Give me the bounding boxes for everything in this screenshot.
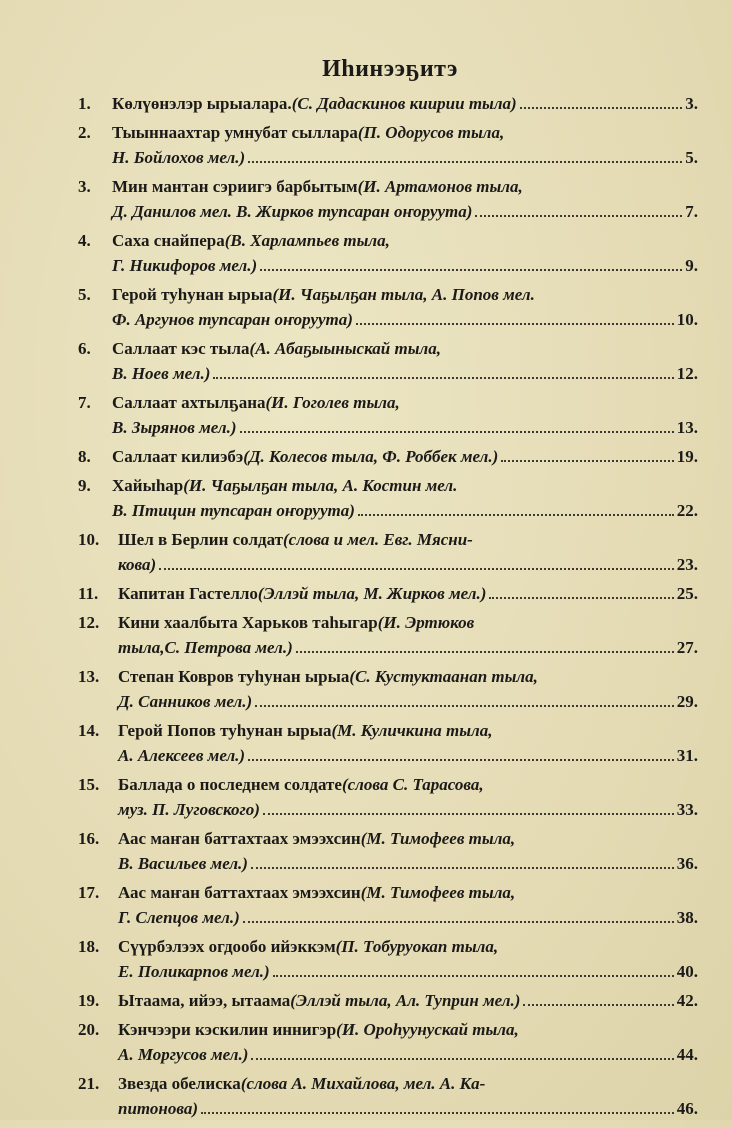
song-credits-continued: Д. Санников мел.) <box>118 692 253 711</box>
song-credits: (В. Харлампьев тыла, <box>224 231 390 250</box>
song-title: Саллаат килиэбэ <box>112 447 244 466</box>
page-number: 27. <box>676 638 698 657</box>
song-credits: (И. Ороһуунускай тыла, <box>336 1020 519 1039</box>
song-title: Капитан Гастелло <box>118 584 258 603</box>
page-number: 10. <box>676 310 698 329</box>
song-title: Аас маҥан баттахтаах эмээхсин <box>118 829 361 848</box>
dot-leader <box>248 759 674 761</box>
song-credits-continued: кова) <box>118 555 157 574</box>
toc-entry-continuation <box>78 501 698 526</box>
toc-entry-continuation <box>78 908 698 933</box>
song-credits: (П. Тобуруокап тыла, <box>335 937 499 956</box>
page-number: 40. <box>676 962 698 981</box>
entry-number: 2. <box>78 123 91 142</box>
song-credits: (Эллэй тыла, М. Жирков мел.) <box>257 584 487 603</box>
page-number: 46. <box>676 1099 698 1118</box>
toc-entry-line <box>78 1020 698 1045</box>
toc-entry-line <box>78 447 698 472</box>
page-number: 38. <box>676 908 698 927</box>
entry-number: 15. <box>78 775 100 794</box>
entry-number: 10. <box>78 530 100 549</box>
toc-entry-continuation <box>78 364 698 389</box>
toc-entry <box>78 613 698 663</box>
entry-number: 18. <box>78 937 100 956</box>
toc-entry-line <box>78 584 698 609</box>
song-credits-continued: Г. Слепцов мел.) <box>118 908 240 927</box>
toc-entry <box>78 285 698 335</box>
song-title: Герой Попов туһунан ырыа <box>118 721 332 740</box>
toc-entry-line <box>78 721 698 746</box>
song-credits-continued: питонова) <box>118 1099 198 1118</box>
page-number: 3. <box>685 94 698 113</box>
dot-leader <box>358 514 674 516</box>
song-title: Аас маҥан баттахтаах эмээхсин <box>118 883 361 902</box>
dot-leader <box>248 161 682 163</box>
entry-number: 9. <box>78 476 91 495</box>
dot-leader <box>356 323 674 325</box>
page-number: 7. <box>685 202 698 221</box>
song-credits-continued: тыла,С. Петрова мел.) <box>118 638 293 657</box>
entry-number: 7. <box>78 393 91 412</box>
song-credits-continued: А. Моргусов мел.) <box>118 1045 249 1064</box>
dot-leader <box>243 921 674 923</box>
song-title: Кэнчээри кэскилин иннигэр <box>118 1020 337 1039</box>
song-title: Тыыннаахтар умнубат сыллара <box>112 123 358 142</box>
toc-entry <box>78 721 698 771</box>
song-title: Саллаат ахтылҕана <box>112 393 266 412</box>
entry-number: 3. <box>78 177 91 196</box>
toc-entry-continuation <box>78 800 698 825</box>
toc-entry-line <box>78 829 698 854</box>
song-title: Степан Ковров туһунан ырыа <box>118 667 350 686</box>
toc-entry-continuation <box>78 1099 698 1124</box>
entry-number: 16. <box>78 829 100 848</box>
toc-entry-line <box>78 667 698 692</box>
song-title: Хайыһар <box>112 476 184 495</box>
page-number: 5. <box>685 148 698 167</box>
entry-number: 4. <box>78 231 91 250</box>
song-title: Герой туһунан ырыа <box>112 285 273 304</box>
page-number: 23. <box>676 555 698 574</box>
toc-entry <box>78 530 698 580</box>
song-credits: (слова и мел. Евг. Мясни- <box>283 530 473 549</box>
entry-number: 19. <box>78 991 100 1010</box>
song-credits-continued: Е. Поликарпов мел.) <box>118 962 270 981</box>
entry-number: 17. <box>78 883 100 902</box>
page-number: 25. <box>676 584 698 603</box>
toc-entry <box>78 393 698 443</box>
page-number: 29. <box>676 692 698 711</box>
toc-entry <box>78 339 698 389</box>
toc-entry-continuation <box>78 202 698 227</box>
song-credits-continued: В. Зырянов мел.) <box>112 418 237 437</box>
dot-leader <box>523 1004 673 1006</box>
dot-leader <box>489 597 673 599</box>
song-credits: (А. Абаҕыыныскай тыла, <box>249 339 441 358</box>
page-number: 44. <box>676 1045 698 1064</box>
toc-entry-continuation <box>78 555 698 580</box>
song-title: Баллада о последнем солдате <box>118 775 342 794</box>
toc-entry-continuation <box>78 1045 698 1070</box>
toc-entry <box>78 1074 698 1124</box>
page-number: 33. <box>676 800 698 819</box>
page-number: 13. <box>676 418 698 437</box>
toc-entry-line <box>78 883 698 908</box>
toc-entry-line <box>78 775 698 800</box>
song-credits: (И. Эртюков <box>377 613 475 632</box>
dot-leader <box>201 1112 674 1114</box>
song-title: Кини хаалбыта Харьков таһыгар <box>118 613 378 632</box>
song-credits-continued: Ф. Аргунов тупсаран оҥоруута) <box>112 310 353 329</box>
toc-entry <box>78 937 698 987</box>
dot-leader <box>296 651 674 653</box>
song-credits: (слова С. Тарасова, <box>341 775 484 794</box>
entry-number: 6. <box>78 339 91 358</box>
toc-entry <box>78 883 698 933</box>
song-credits: (Эллэй тыла, Ал. Туприн мел.) <box>290 991 521 1010</box>
song-credits: (С. Кустуктаанап тыла, <box>349 667 538 686</box>
toc-entry-line <box>78 613 698 638</box>
toc-entry-line <box>78 177 698 202</box>
toc-entry-continuation <box>78 746 698 771</box>
toc-entry <box>78 94 698 119</box>
entry-number: 20. <box>78 1020 100 1039</box>
page-title: Иһинээҕитэ <box>322 56 458 82</box>
toc-entry <box>78 991 698 1016</box>
dot-leader <box>251 1058 673 1060</box>
toc-entry-line <box>78 991 698 1016</box>
toc-entry <box>78 476 698 526</box>
song-title: Мин мантан сэриигэ барбытым <box>112 177 358 196</box>
song-credits-continued: В. Васильев мел.) <box>118 854 248 873</box>
song-title: Саллаат кэс тыла <box>112 339 250 358</box>
toc-entry-continuation <box>78 418 698 443</box>
toc-entry-continuation <box>78 256 698 281</box>
entry-number: 5. <box>78 285 91 304</box>
toc-entry-line <box>78 530 698 555</box>
song-credits: (И. Гоголев тыла, <box>265 393 400 412</box>
song-credits: (Д. Колесов тыла, Ф. Роббек мел.) <box>243 447 499 466</box>
song-credits: (И. Чаҕылҕан тыла, А. Попов мел. <box>272 285 535 304</box>
dot-leader <box>273 975 674 977</box>
toc-entry <box>78 1020 698 1070</box>
song-title: Саха снайпера <box>112 231 225 250</box>
toc-entry <box>78 667 698 717</box>
entry-number: 21. <box>78 1074 100 1093</box>
song-credits: (П. Одорусов тыла, <box>357 123 505 142</box>
song-credits-continued: Д. Данилов мел. В. Жирков тупсаран оҥоруута) <box>112 202 473 221</box>
song-credits: (М. Тимофеев тыла, <box>360 883 516 902</box>
dot-leader <box>501 460 673 462</box>
song-credits: (И. Артамонов тыла, <box>357 177 523 196</box>
page-number: 19. <box>676 447 698 466</box>
entry-number: 11. <box>78 584 99 603</box>
toc-entry-continuation <box>78 854 698 879</box>
toc-entry <box>78 829 698 879</box>
dot-leader <box>159 568 674 570</box>
song-credits: (С. Дадаскинов киирии тыла) <box>291 94 517 113</box>
song-credits-continued: Г. Никифоров мел.) <box>112 256 258 275</box>
entry-number: 12. <box>78 613 100 632</box>
song-credits-continued: В. Ноев мел.) <box>112 364 211 383</box>
page-number: 12. <box>676 364 698 383</box>
dot-leader <box>260 269 682 271</box>
entry-number: 13. <box>78 667 100 686</box>
toc-entry-line <box>78 94 698 119</box>
song-credits-continued: муз. П. Луговского) <box>118 800 260 819</box>
dot-leader <box>475 215 682 217</box>
song-title: Сүүрбэлээх огдообо ийэккэм <box>118 937 336 956</box>
song-credits-continued: А. Алексеев мел.) <box>118 746 246 765</box>
dot-leader <box>240 431 674 433</box>
dot-leader <box>251 867 674 869</box>
toc-entry-line <box>78 285 698 310</box>
toc-entry <box>78 447 698 472</box>
song-title: Звезда обелиска <box>118 1074 241 1093</box>
toc-entry-line <box>78 123 698 148</box>
toc-entry <box>78 123 698 173</box>
page-number: 42. <box>676 991 698 1010</box>
dot-leader <box>520 107 683 109</box>
toc-entry <box>78 177 698 227</box>
toc-entry-line <box>78 231 698 256</box>
toc-entry-continuation <box>78 148 698 173</box>
song-credits: (М. Куличкина тыла, <box>331 721 493 740</box>
table-of-contents <box>78 94 698 1128</box>
dot-leader <box>263 813 674 815</box>
page-number: 22. <box>676 501 698 520</box>
toc-entry-line <box>78 339 698 364</box>
dot-leader <box>255 705 674 707</box>
toc-entry <box>78 231 698 281</box>
entry-number: 8. <box>78 447 91 466</box>
page-number: 36. <box>676 854 698 873</box>
song-title: Көлүөнэлэр ырыалара. <box>112 94 292 113</box>
page-number: 9. <box>685 256 698 275</box>
song-credits-continued: В. Птицин тупсаран оҥоруута) <box>112 501 355 520</box>
toc-entry-continuation <box>78 638 698 663</box>
toc-entry-line <box>78 1074 698 1099</box>
toc-entry-continuation <box>78 962 698 987</box>
song-credits: (И. Чаҕылҕан тыла, А. Костин мел. <box>183 476 458 495</box>
song-title: Шел в Берлин солдат <box>118 530 283 549</box>
entry-number: 14. <box>78 721 100 740</box>
page-number: 31. <box>676 746 698 765</box>
dot-leader <box>213 377 673 379</box>
toc-entry <box>78 775 698 825</box>
song-title: Ытаама, ийээ, ытаама <box>118 991 291 1010</box>
toc-entry-line <box>78 937 698 962</box>
song-credits: (М. Тимофеев тыла, <box>360 829 516 848</box>
toc-entry <box>78 584 698 609</box>
song-credits-continued: Н. Бойлохов мел.) <box>112 148 246 167</box>
entry-number: 1. <box>78 94 91 113</box>
song-credits: (слова А. Михайлова, мел. А. Ка- <box>240 1074 486 1093</box>
toc-entry-line <box>78 476 698 501</box>
toc-entry-continuation <box>78 692 698 717</box>
toc-entry-line <box>78 393 698 418</box>
toc-entry-continuation <box>78 310 698 335</box>
